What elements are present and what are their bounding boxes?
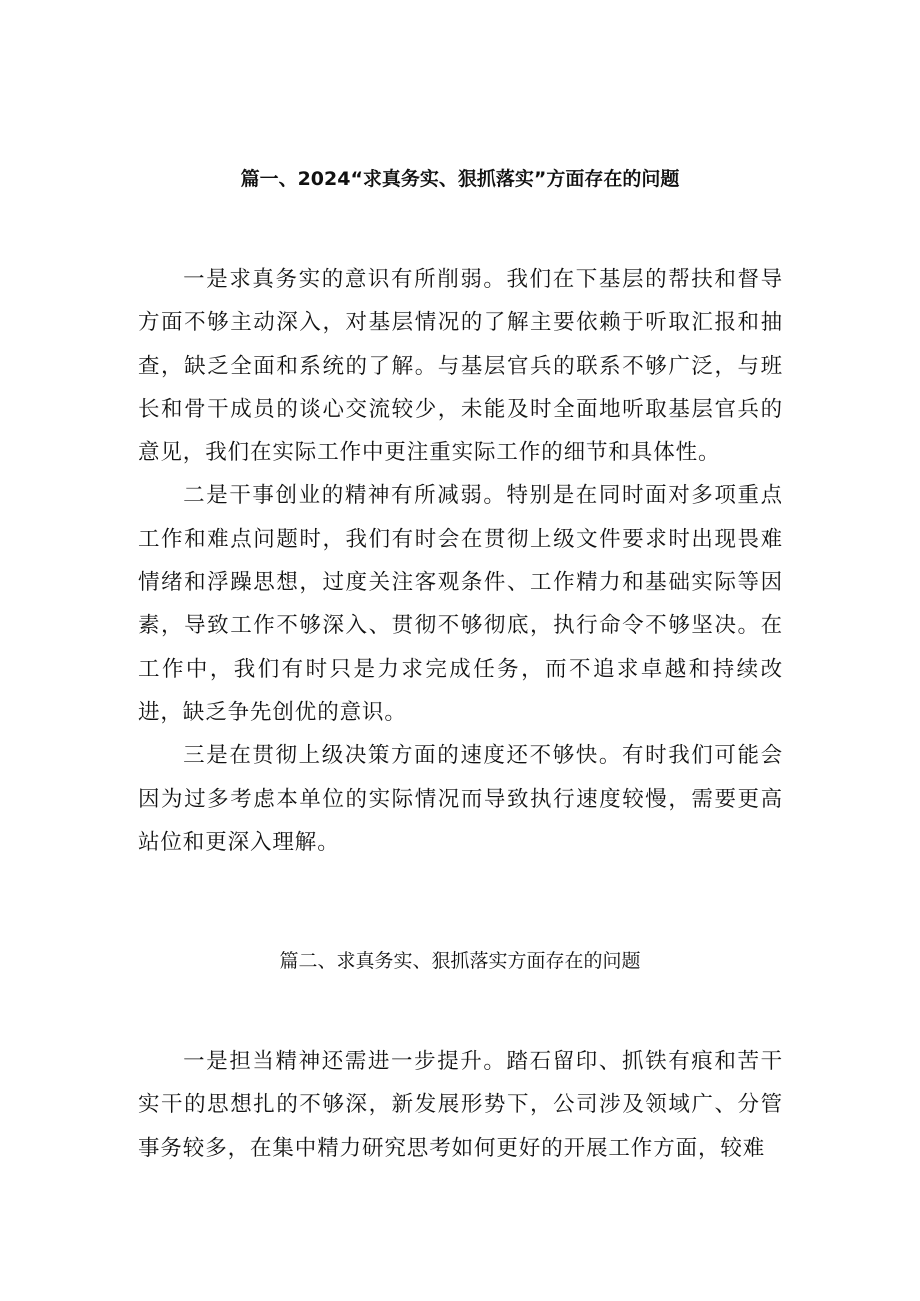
section-2-body xyxy=(138,1040,783,1170)
section-1-paragraph-3: 三是在贯彻上级决策方面的速度还不够快。有时我们可能会因为过多考虑本单位的实际情况而导致执行速度较慢，需要更高站位和更深入理解。 xyxy=(138,743,783,855)
section-1-title: 篇一、2024“求真务实、狠抓落实”方面存在的问题 xyxy=(240,168,680,190)
section-2-title: 篇二、求真务实、狠抓落实方面存在的问题 xyxy=(279,950,641,972)
section-1-paragraph-1: 一是求真务实的意识有所削弱。我们在下基层的帮扶和督导方面不够主动深入，对基层情况的了解主要依赖于听取汇报和抽查，缺乏全面和系统的了解。与基层官兵的联系不够广泛，与班长和骨干成员的谈心交流较少，未能及时全面地听取基层官兵的意见，我们在实际工作中更注重实际工作的细节和具体性。 xyxy=(138,267,783,466)
section-2-paragraph-1: 一是担当精神还需进一步提升。踏石留印、抓铁有痕和苦干实干的思想扎的不够深，新发展形势下，公司涉及领域广、分管事务较多，在集中精力研究思考如何更好的开展工作方面，较难 xyxy=(138,1049,783,1161)
section-1-body xyxy=(138,258,783,864)
section-1-paragraph-2: 二是干事创业的精神有所减弱。特别是在同时面对多项重点工作和难点问题时，我们有时会在贯彻上级文件要求时出现畏难情绪和浮躁思想，过度关注客观条件、工作精力和基础实际等因素，导致工作不够深入、贯彻不够彻底，执行命令不够坚决。在工作中，我们有时只是力求完成任务，而不追求卓越和持续改进，缺乏争先创优的意识。 xyxy=(138,483,783,725)
